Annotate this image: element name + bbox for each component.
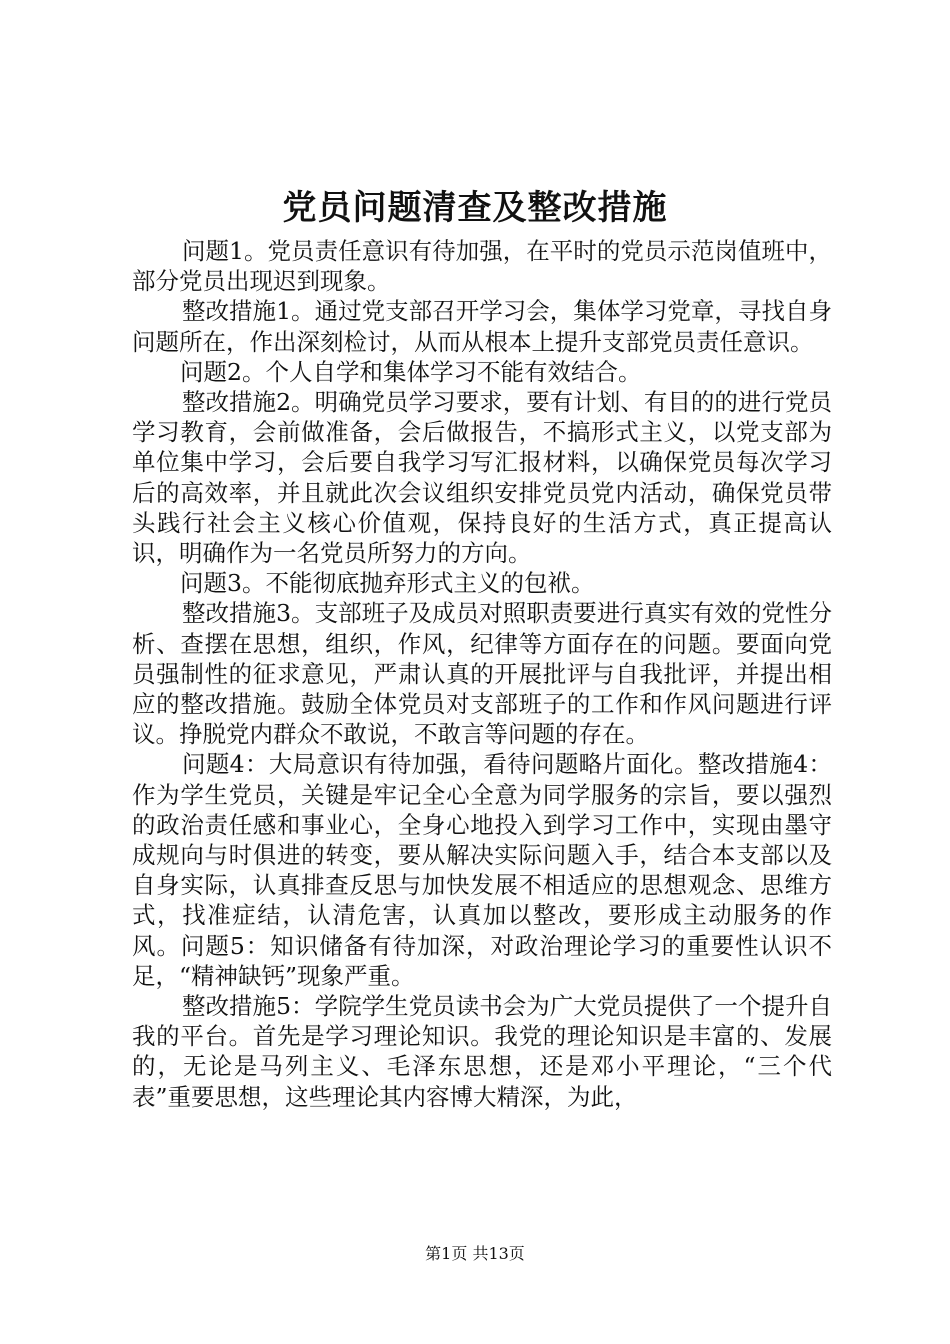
paragraph-measure-1: 整改措施1。通过党支部召开学习会，集体学习党章，寻找自身问题所在，作出深刻检讨，从而从根本上提升支部党员责任意识。 (132, 297, 832, 356)
paragraph-problem-4-5: 问题4：大局意识有待加强，看待问题略片面化。整改措施4：作为学生党员，关键是牢记全心全意为同学服务的宗旨，要以强烈的政治责任感和事业心，全身心地投入到学习工作中，实现由墨守成规向与时俱进的转变，要从解决实际问题入手，结合本支部以及自身实际，认真排查反思与加快发展不相适应的思想观念、思维方式，找准症结，认清危害，认真加以整改，要形成主动服务的作风。问题5：知识储备有待加深，对政治理论学习的重要性认识不足，“精神缺钙”现象严重。 (132, 750, 832, 990)
document-body (132, 236, 832, 1112)
document-title: 党员问题清查及整改措施 (282, 188, 668, 228)
paragraph-measure-3: 整改措施3。支部班子及成员对照职责要进行真实有效的党性分析、查摆在思想，组织，作风，纪律等方面存在的问题。要面向党员强制性的征求意见，严肃认真的开展批评与自我批评，并提出相应的整改措施。鼓励全体党员对支部班子的工作和作风问题进行评议。挣脱党内群众不敢说，不敢言等问题的存在。 (132, 599, 832, 749)
paragraph-measure-5: 整改措施5：学院学生党员读书会为广大党员提供了一个提升自我的平台。首先是学习理论知识。我党的理论知识是丰富的、发展的，无论是马列主义、毛泽东思想，还是邓小平理论，“三个代表”重要思想，这些理论其内容博大精深，为此， (132, 992, 832, 1111)
paragraph-problem-2: 问题2。个人自学和集体学习不能有效结合。 (180, 357, 642, 386)
paragraph-problem-1: 问题1。党员责任意识有待加强，在平时的党员示范岗值班中，部分党员出现迟到现象。 (132, 237, 832, 296)
paragraph-measure-2: 整改措施2。明确党员学习要求，要有计划、有目的的进行党员学习教育，会前做准备，会后做报告，不搞形式主义，以党支部为单位集中学习，会后要自我学习写汇报材料，以确保党员每次学习后的高效率，并且就此次会议组织安排党员党内活动，确保党员带头践行社会主义核心价值观，保持良好的生活方式，真正提高认识，明确作为一名党员所努力的方向。 (132, 388, 832, 568)
page-number-footer: 第1页 共13页 (425, 1244, 525, 1263)
paragraph-problem-3: 问题3。不能彻底抛弃形式主义的包袱。 (180, 569, 595, 598)
